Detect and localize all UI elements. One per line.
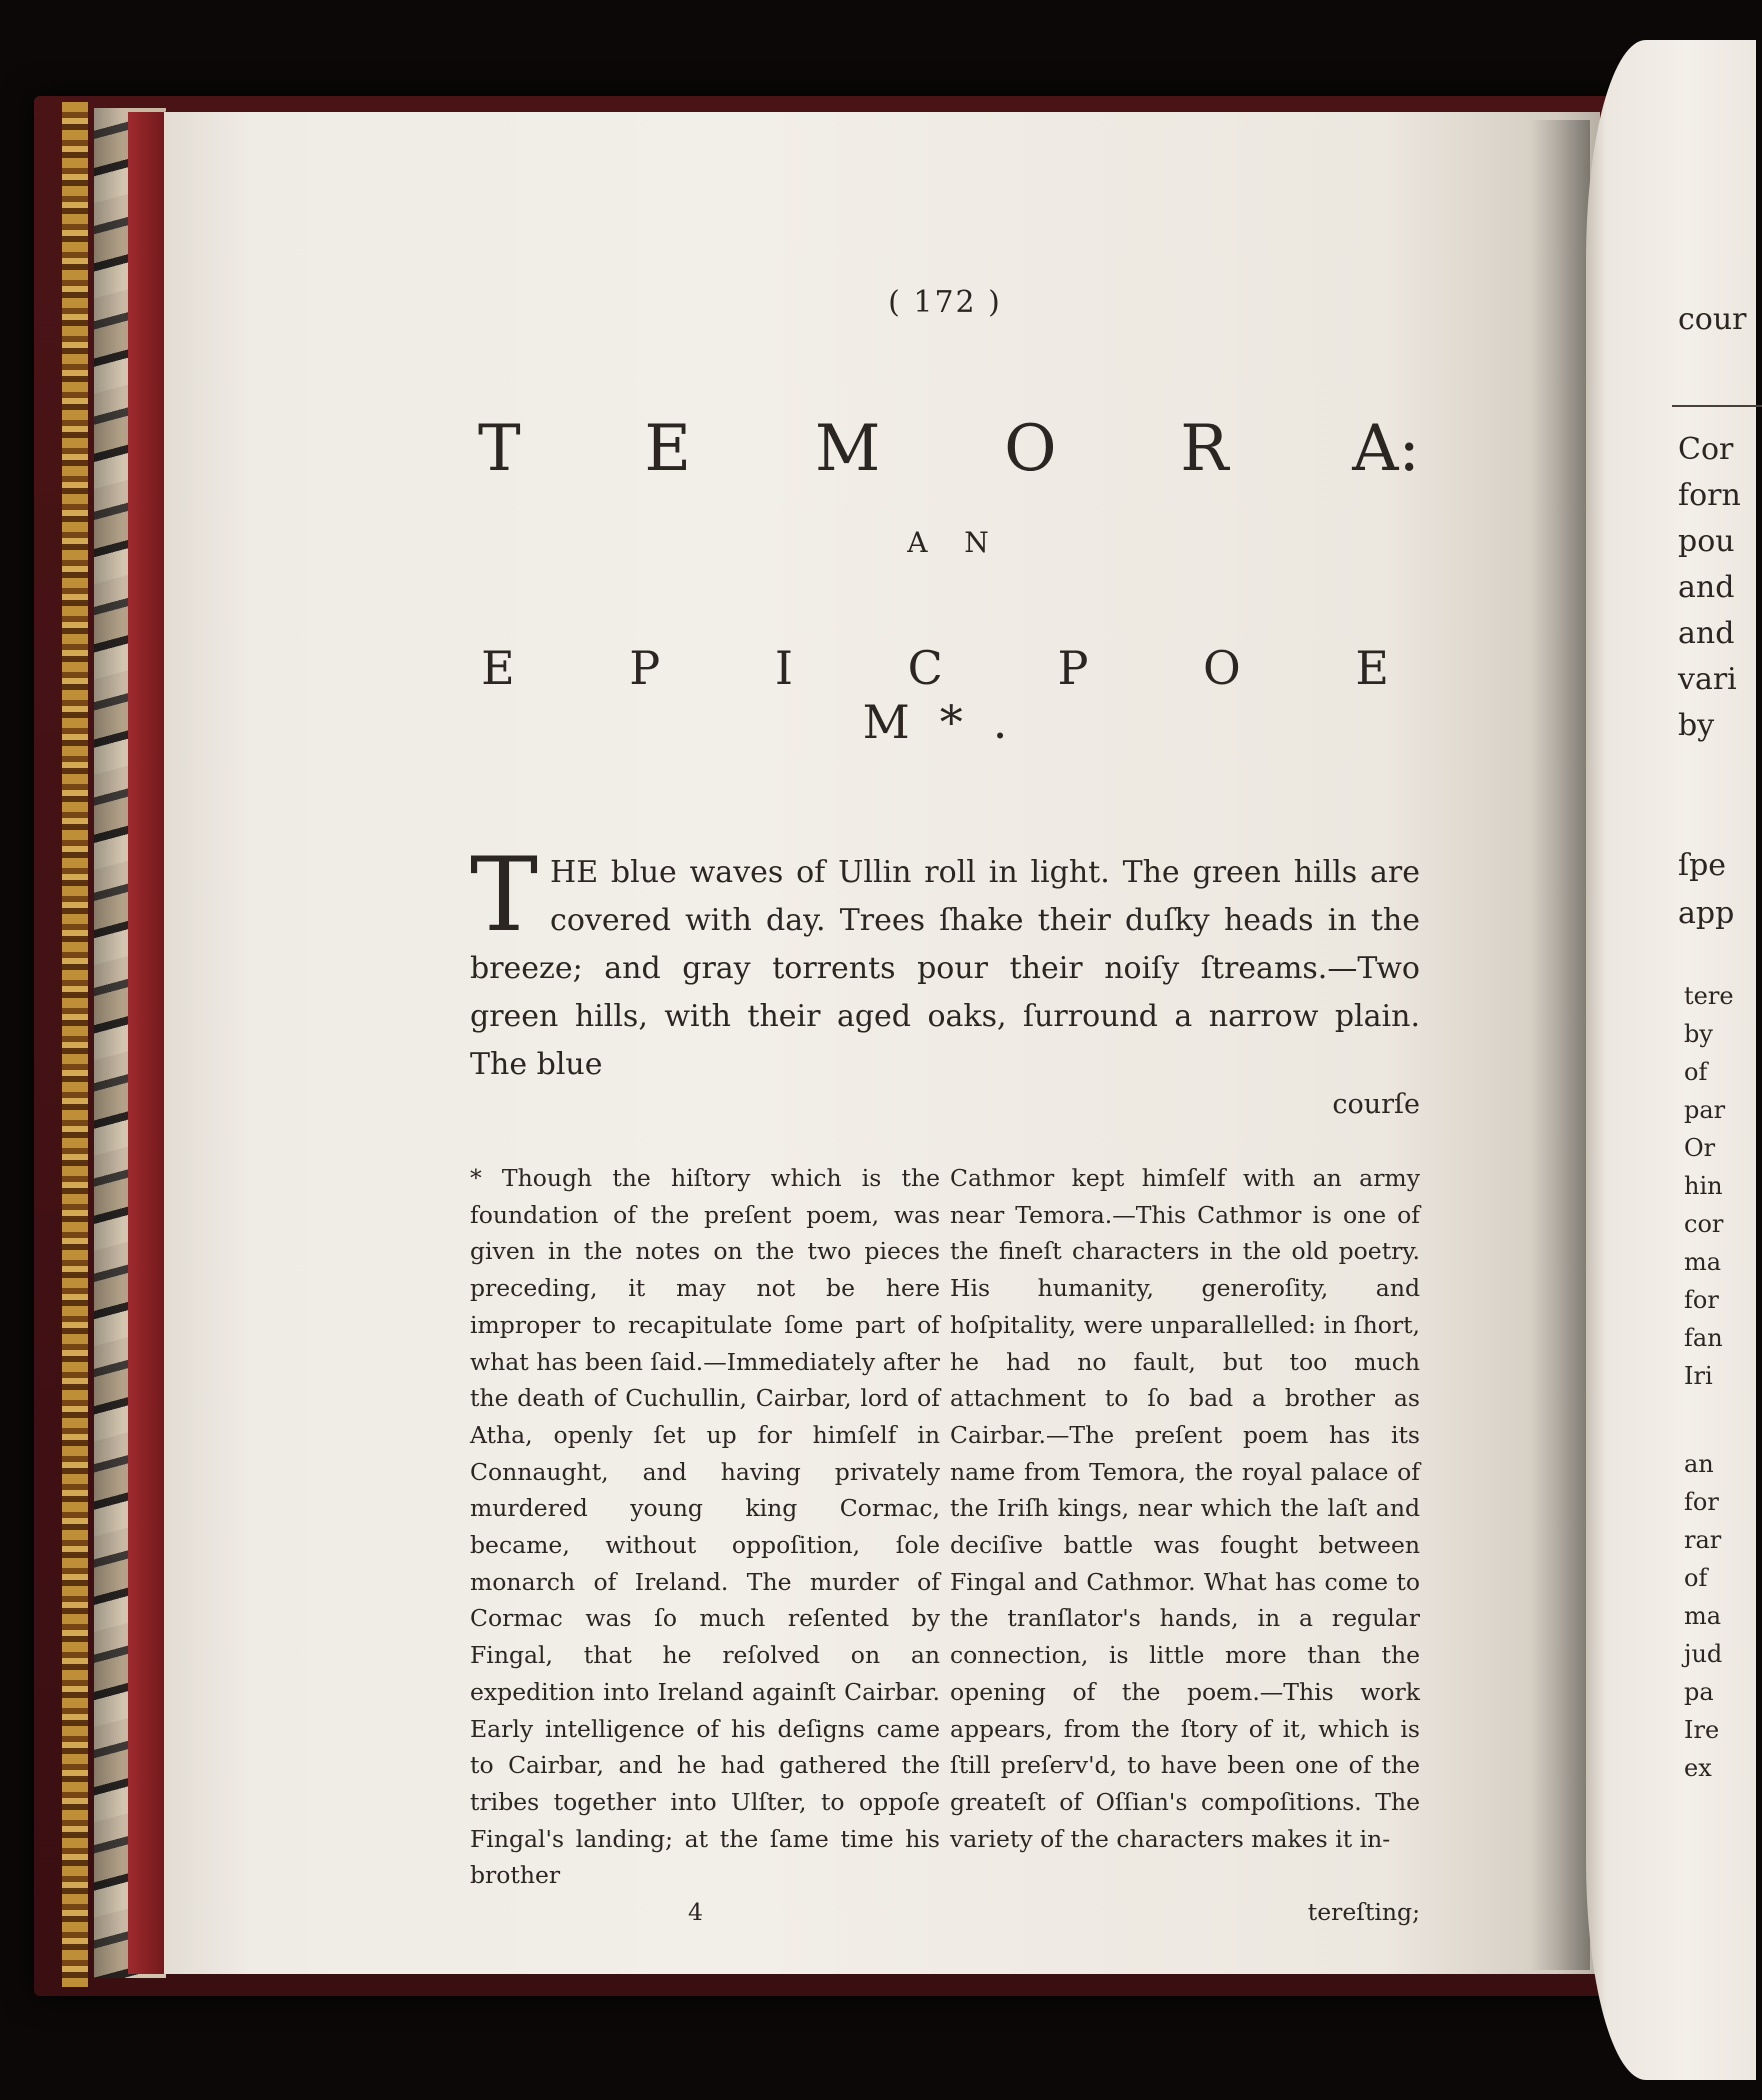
right-page-fragment: rar [1684,1526,1722,1554]
title-letter: E [644,412,692,486]
title-letter: M [814,412,881,486]
right-page-fragment: for [1684,1286,1719,1314]
gilt-tooled-edge [62,102,88,1987]
title-letter: A: [1352,412,1420,486]
title-letter: T [478,412,521,486]
footnote-left-column [470,1160,940,1894]
right-page-fragment: par [1684,1096,1726,1124]
right-page-fragment: Cor [1678,432,1734,467]
right-page-fragment: by [1678,708,1715,743]
right-page-fragment: pa [1684,1678,1714,1706]
right-page-fragment: jud [1684,1640,1723,1668]
right-page-fragment: Ire [1684,1716,1720,1744]
right-page-fragment: app [1678,896,1735,931]
right-page-fragment: forn [1678,478,1741,513]
right-page-fragment: and [1678,616,1735,651]
right-page-fragment: of [1684,1058,1708,1086]
right-page-fragment: cour [1678,302,1747,337]
right-page-fragment: ma [1684,1602,1722,1630]
footnote-text-left: * Though the hiſtory which is the foundation of the preſent poem, was given in the notes on the two pieces preceding, it may not be here improper to recapitulate ſome part of what has been ſaid.—Immediately after the death of Cuchullin, Cairbar, lord of Atha, openly ſet up for himſelf in Connaught, and having privately murdered young king Cormac, became, without oppoſition, ſole monarch of Ireland. The murder of Cormac was ſo much reſented by Fingal, that he reſolved on an expedition into Ireland againſt Cairbar. Early intelligence of his deſigns came to Cairbar, and he had gathered the tribes together into Ulſter, to oppoſe Fingal's landing; at the ſame time his brother [470,1164,940,1890]
page-number: ( 172 ) [888,285,1002,320]
right-page-fragment: Or [1684,1134,1716,1162]
footnote-bottom-line [470,1894,1420,1930]
title-epic-poem: E P I C P O E M*. [481,641,1419,749]
title-an: A N [907,526,1003,559]
right-page-fragment: an [1684,1450,1714,1478]
right-page-fragment: vari [1678,662,1737,697]
title-letter: O [1004,412,1057,486]
drop-cap: T [470,836,539,955]
right-page-fragment: for [1684,1488,1719,1516]
body-text: HE blue waves of Ullin roll in light. The green hills are covered with day. Trees ſhake their duſky heads in the breeze; and gray torrents pour their noiſy ſtreams.—Two green hills, with their aged oaks, ſurround a narrow plain. The blue [470,855,1420,1082]
right-page-fragment: hin [1684,1172,1723,1200]
footnote-right-column [950,1160,1420,1894]
right-page-fragment: of [1684,1564,1708,1592]
right-page-fragment: ſpe [1678,848,1727,883]
right-page-fragment: Iri [1684,1362,1713,1390]
right-page-edge [1586,40,1756,2080]
title-temora [470,412,1420,486]
right-page-fragment: ma [1684,1248,1722,1276]
title-letter: R [1180,412,1229,486]
signature-mark: 4 [688,1898,703,1927]
right-page-fragment: cor [1684,1210,1724,1238]
footnote-text-right: Cathmor kept himſelf with an army near Temora.—This Cathmor is one of the fineſt characters in the old poetry. His humanity, generoſity, and hoſpitality, were unparallelled: in ſhort, he had no fault, but too much attachment to ſo bad a brother as Cairbar.—The preſent poem has its name from Temora, the royal palace of the Iriſh kings, near which the laſt and deciſive battle was fought between Fingal and Cathmor. What has come to the tranſlator's hands, in a regular connection, is little more than the opening of the poem.—This work appears, from the ſtory of it, which is ſtill preſerv'd, to have been one of the greateſt of Oſſian's compoſitions. The variety of the characters makes it in- [950,1164,1420,1853]
footnote-columns [470,1160,1420,1894]
right-page-rule [1672,405,1762,407]
right-page-fragment: ex [1684,1754,1712,1782]
binding-inner-edge [128,112,168,1974]
catchword: courſe [1332,1089,1420,1120]
right-page-fragment: and [1678,570,1735,605]
right-page-fragment: pou [1678,524,1735,559]
body-paragraph [470,836,1420,1089]
footnote-catchword: tereſting; [1307,1898,1420,1927]
right-page-fragment: fan [1684,1324,1723,1352]
right-page-fragment: by [1684,1020,1713,1048]
page-text-block [470,285,1420,1930]
right-page-fragment: tere [1684,982,1734,1010]
gutter-shadow [1530,120,1590,1970]
